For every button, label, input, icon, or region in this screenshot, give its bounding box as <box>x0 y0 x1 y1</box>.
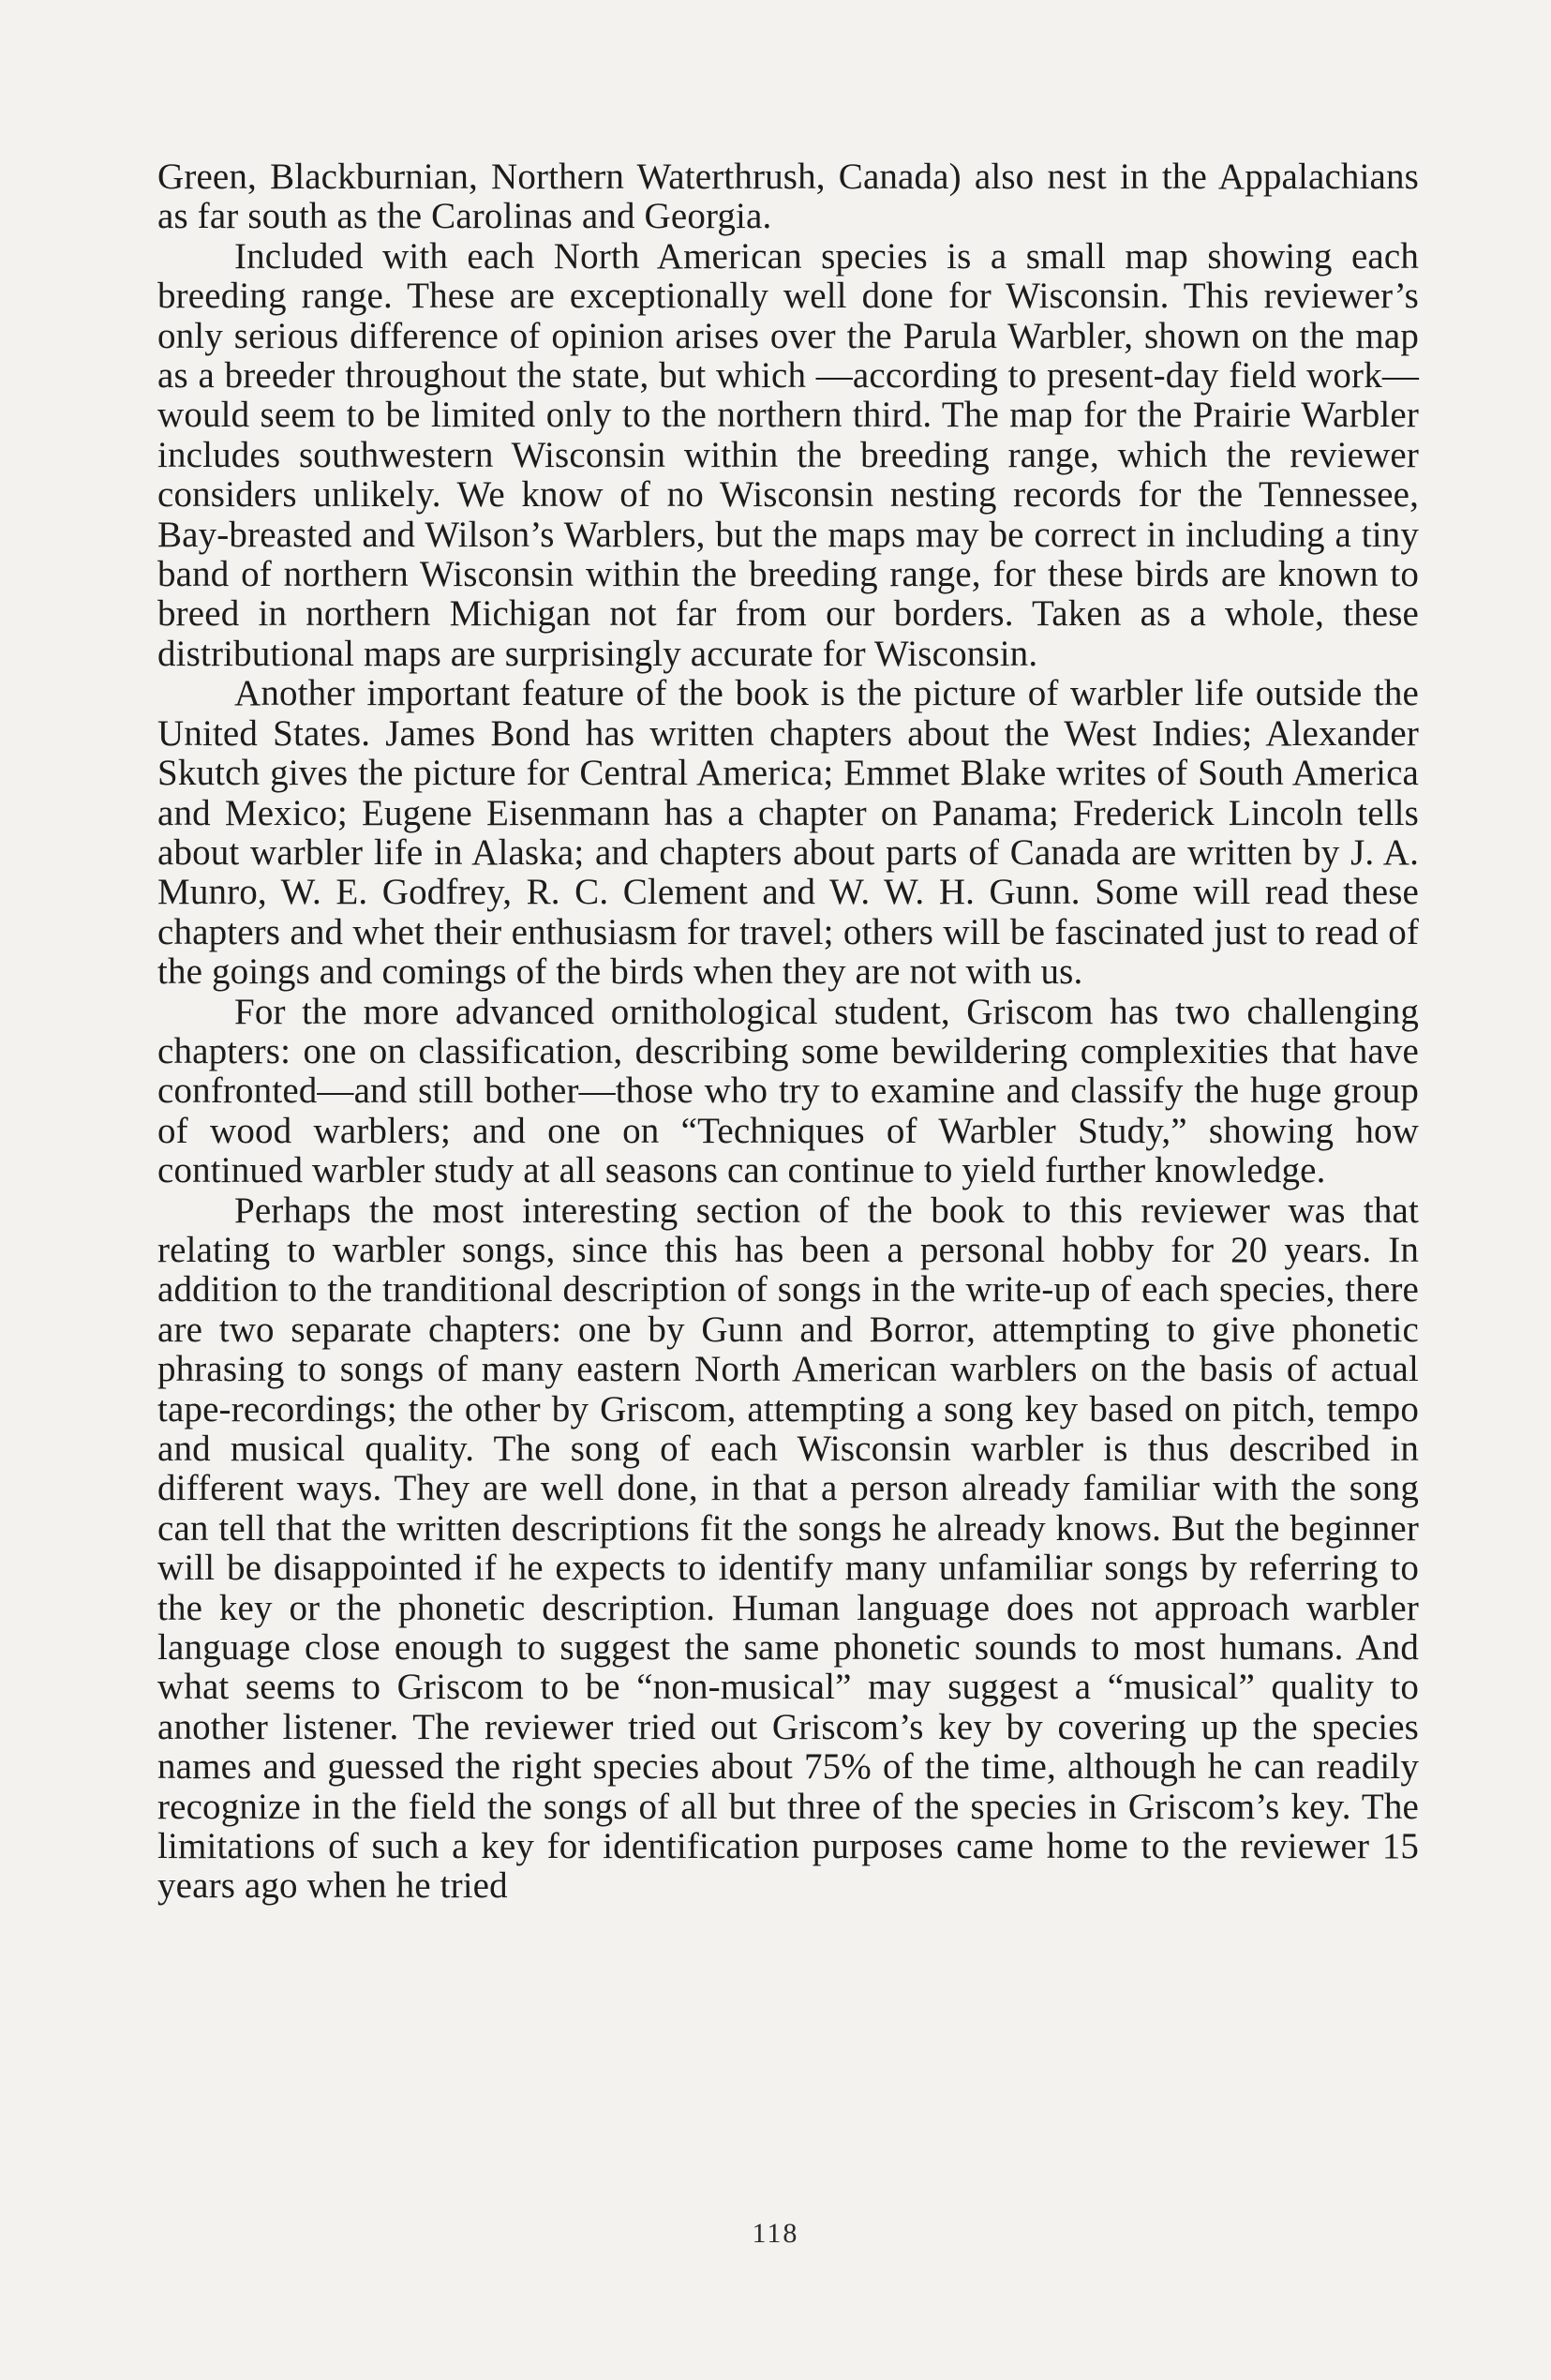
page-number: 118 <box>752 2218 799 2249</box>
paragraph-breeding-maps: Included with each North American species is a small map showing each breeding range. These are exceptionally well done for Wisconsin. This reviewer’s only serious difference of opinion arises over the Parula Warbler, shown on the map as a breeder throughout the state, but which —according to present-day field work—would seem to be limited only to the northern third. The map for the Prairie Warbler includes southwestern Wisconsin within the breeding range, which the reviewer considers unlikely. We know of no Wisconsin nesting records for the Tennessee, Bay-breasted and Wilson’s Warblers, but the maps may be correct in including a tiny band of northern Wisconsin within the breeding range, for these birds are known to breed in northern Michigan not far from our borders. Taken as a whole, these distributional maps are surprisingly accurate for Wisconsin. <box>157 235 1419 674</box>
paragraph-advanced-chapters: For the more advanced ornithological student, Griscom has two challenging chapters: one on classification, describing some bewildering complexities that have confronted—and still bother—those who try to examine and classify the huge group of wood warblers; and one on “Techniques of Warbler Study,” showing how continued warbler study at all seasons can continue to yield further knowledge. <box>157 991 1419 1191</box>
page-body <box>157 157 1419 2220</box>
paragraph-warbler-songs: Perhaps the most interesting section of the book to this reviewer was that relating to warbler songs, since this has been a personal hobby for 20 years. In addition to the tranditional description of songs in the write-up of each species, there are two separate chapters: one by Gunn and Borror, attempting to give phonetic phrasing to songs of many eastern North American warblers on the basis of actual tape-recordings; the other by Griscom, attempting a song key based on pitch, tempo and musical quality. The song of each Wisconsin warbler is thus described in different ways. They are well done, in that a person already familiar with the song can tell that the written descriptions fit the songs he already knows. But the beginner will be disappointed if he expects to identify many unfamiliar songs by referring to the key or the phonetic description. Human language does not approach warbler language close enough to suggest the same phonetic sounds to most humans. And what seems to Griscom to be “non-musical” may suggest a “musical” quality to another listener. The reviewer tried out Griscom’s key by covering up the species names and guessed the right species about 75% of the time, although he can readily recognize in the field the songs of all but three of the species in Griscom’s key. The limitations of such a key for identification purposes came home to the reviewer 15 years ago when he tried <box>157 1190 1419 1907</box>
paragraph-warbler-life-abroad: Another important feature of the book is the picture of warbler life outside the United States. James Bond has written chapters about the West Indies; Alexander Skutch gives the picture for Central America; Emmet Blake writes of South America and Mexico; Eugene Eisenmann has a chapter on Panama; Frederick Lincoln tells about warbler life in Alaska; and chapters about parts of Canada are written by J. A. Munro, W. E. Godfrey, R. C. Clement and W. W. H. Gunn. Some will read these chapters and whet their enthusiasm for travel; others will be fascinated just to read of the goings and comings of the birds when they are not with us. <box>157 673 1419 993</box>
paragraph-continuation: Green, Blackburnian, Northern Waterthrush, Canada) also nest in the Appalachians as far south as the Carolinas and Georgia. <box>157 157 1419 237</box>
